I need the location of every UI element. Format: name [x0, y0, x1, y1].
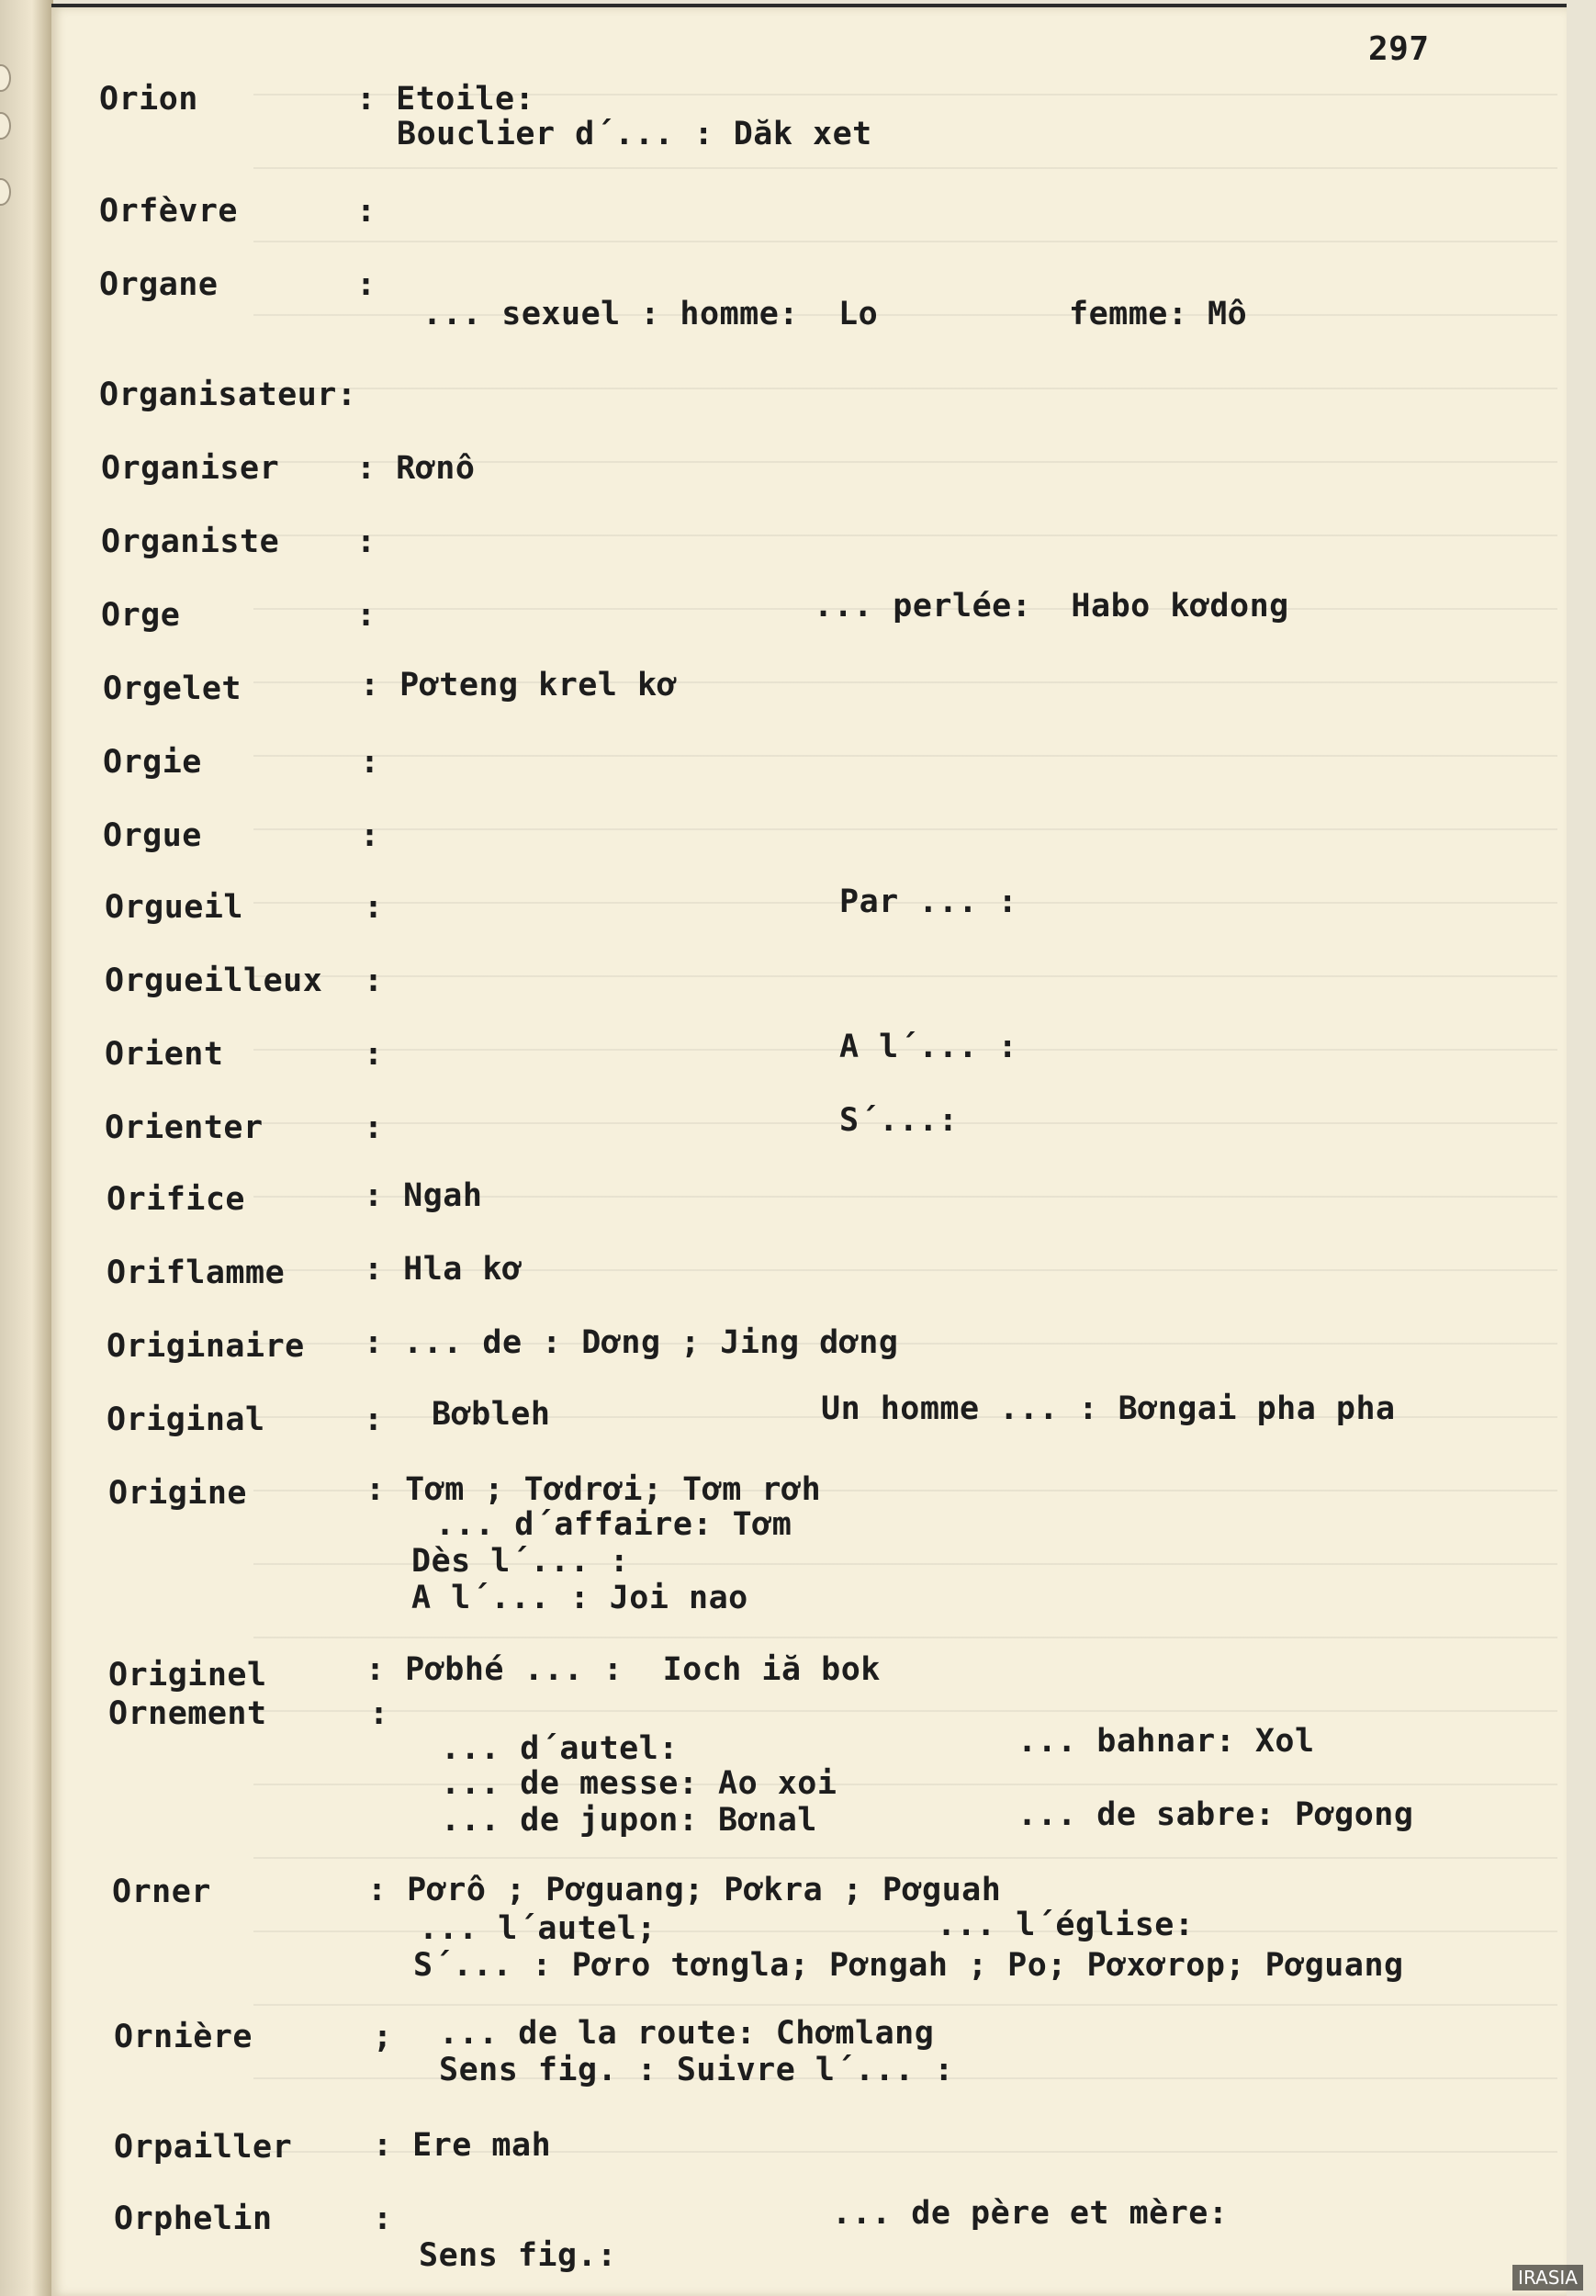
entry-definition: : Rơnô: [356, 450, 476, 487]
entry-definition: ... perlée: Habo kơdong: [814, 588, 1289, 625]
entry-definition: A l´... : Joi nao: [411, 1580, 748, 1616]
entry-definition: ... bahnar: Xol: [1017, 1723, 1315, 1760]
entry-definition: :: [360, 817, 380, 854]
entry-definition: ... l´église:: [937, 1907, 1195, 1943]
entry-term: Organe: [99, 266, 219, 303]
entry-definition: A l´... :: [839, 1029, 1018, 1065]
entry-definition: ... de père et mère:: [832, 2195, 1229, 2232]
entry-term: Orner: [112, 1874, 211, 1910]
entry-term: Orgie: [103, 744, 202, 781]
entry-definition: : Pơrô ; Pơguang; Pơkra ; Pơguah: [367, 1872, 1002, 1908]
entry-definition: Dès l´... :: [411, 1543, 630, 1580]
entry-definition: ... d´affaire: Tơm: [435, 1506, 792, 1543]
entry-term: Ornière: [114, 2019, 253, 2055]
entry-definition: :: [364, 889, 384, 926]
entry-definition: : Etoile:: [356, 81, 535, 118]
entry-term: Originaire: [107, 1328, 305, 1365]
entry-term: Originel: [108, 1657, 267, 1694]
entry-definition: Par ... :: [839, 884, 1018, 920]
entry-definition: :: [356, 597, 377, 634]
entry-definition: ... de messe: Ao xoi: [441, 1765, 837, 1802]
entry-definition: ... l´autel;: [419, 1910, 657, 1947]
binding-edge: [0, 0, 53, 2296]
entry-definition: femme: Mô: [1069, 296, 1248, 332]
entry-term: Orfèvre: [99, 193, 239, 230]
entry-definition: :: [373, 2200, 393, 2237]
entry-term: Orienter: [105, 1109, 264, 1146]
entry-definition: Sens fig.:: [419, 2237, 617, 2274]
entry-definition: :: [364, 1401, 384, 1438]
entry-term: Organisateur:: [99, 377, 357, 413]
entry-term: Orient: [105, 1036, 224, 1073]
entry-definition: :: [360, 744, 380, 781]
entry-definition: : Pơbhé ... : Ioch iă bok: [365, 1651, 881, 1688]
entry-definition: : ... de : Dơng ; Jing dơng: [364, 1324, 899, 1361]
entry-term: Orgueil: [105, 889, 244, 926]
entry-definition: :: [356, 193, 377, 230]
entry-term: Organiste: [101, 523, 280, 560]
entry-term: Oriflamme: [107, 1255, 286, 1291]
entry-term: Orphelin: [114, 2200, 273, 2237]
entry-definition: ... sexuel : homme: Lo: [422, 296, 879, 332]
entry-definition: : Ngah: [364, 1177, 483, 1214]
entry-definition: ... de jupon: Bơnal: [441, 1802, 817, 1839]
entry-term: Original: [107, 1401, 265, 1438]
entry-definition: :: [364, 962, 384, 999]
entry-definition: ;: [373, 2019, 393, 2055]
entry-definition: : Ere mah: [373, 2127, 552, 2164]
entry-definition: :: [369, 1695, 389, 1732]
entry-definition: :: [364, 1109, 384, 1146]
entry-definition: Sens fig. : Suivre l´... :: [439, 2052, 954, 2088]
entry-term: Organiser: [101, 450, 280, 487]
entry-term: Origine: [108, 1475, 248, 1512]
entry-definition: ... d´autel:: [441, 1730, 679, 1767]
entry-definition: ... de la route: Chơmlang: [439, 2015, 935, 2052]
entry-definition: : Pơteng krel kơ: [360, 667, 678, 703]
entry-definition: :: [356, 266, 377, 303]
watermark-label: IRASIA: [1512, 2265, 1583, 2290]
entry-definition: S´... : Pơro tơngla; Pơngah ; Po; Pơxơrop; Pơguang: [413, 1947, 1404, 1984]
entry-definition: Bơbleh: [432, 1396, 551, 1433]
entry-term: Orgelet: [103, 670, 242, 707]
entry-term: Orge: [101, 597, 181, 634]
entry-definition: : Hla kơ: [364, 1251, 523, 1288]
entry-term: Orgueilleux: [105, 962, 323, 999]
entry-definition: ... de sabre: Pơgong: [1017, 1796, 1414, 1833]
entry-definition: Bouclier d´... : Dăk xet: [397, 116, 872, 152]
entry-definition: Un homme ... : Bơngai pha pha: [821, 1390, 1396, 1427]
entry-definition: : Tơm ; Tơdrơi; Tơm rơh: [365, 1471, 822, 1508]
entry-definition: :: [356, 523, 377, 560]
entry-term: Orgue: [103, 817, 202, 854]
entry-term: Ornement: [108, 1695, 267, 1732]
page-number: 297: [1368, 30, 1430, 68]
entry-term: Orion: [99, 81, 198, 118]
entry-term: Orifice: [107, 1181, 246, 1218]
entry-definition: S´...:: [839, 1102, 959, 1139]
entry-term: Orpailler: [114, 2129, 293, 2166]
document-page: [51, 4, 1567, 2296]
entry-definition: :: [364, 1036, 384, 1073]
